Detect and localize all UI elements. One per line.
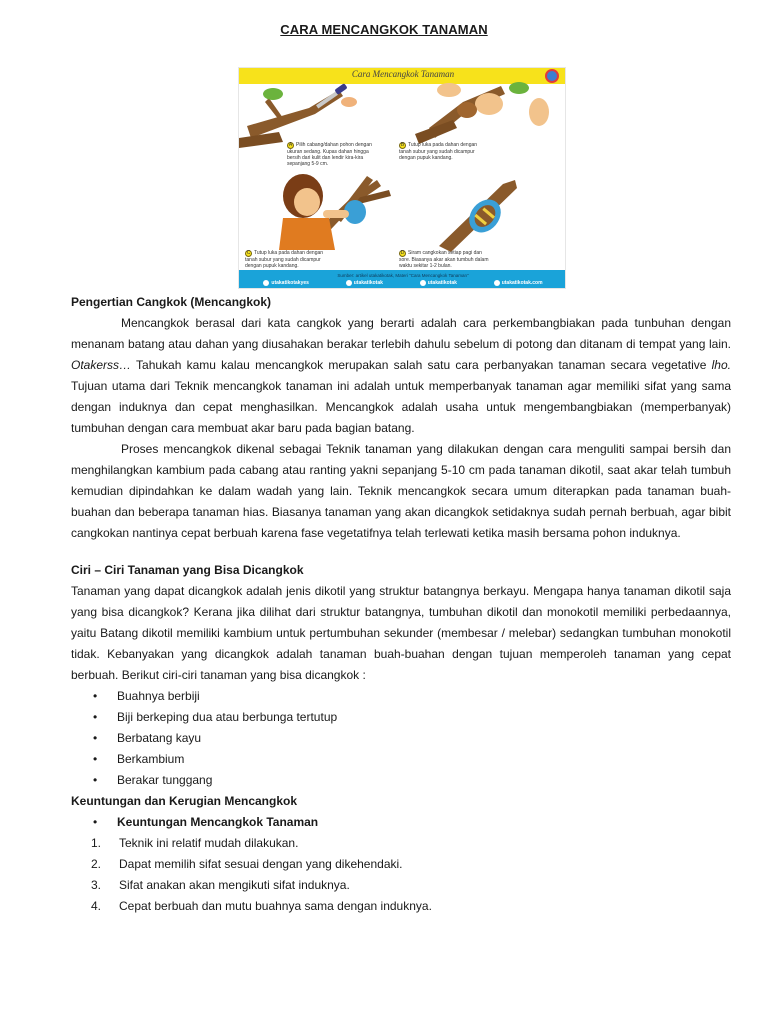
step-a-text: Pilih cabang/dahan pohon dengan ukuran sedang. Kupas dahan hingga bersih dari kulit dan lendir kira-kira sepanjang 5-9 cm. [287,142,372,167]
list-item [91,896,731,917]
infographic-source: Sumber: artikel utakatikotak, Materi "Cara Mencangkok Tanaman" [337,273,469,278]
list-item: • Berkambium [93,749,731,770]
panel-a-illustration [239,83,357,148]
document-body [71,292,731,917]
section-heading-keuntungan-kerugian: Keuntungan dan Kerugian Mencangkok [71,794,298,808]
infographic-title: Cara Mencangkok Tanaman [351,69,455,79]
list-item: • Berbatang kayu [93,728,731,749]
panel-d-illustration [439,180,517,252]
list-text: Teknik ini relatif mudah dilakukan. [119,836,299,850]
social-twitter-handle: utakatikotak [427,280,457,286]
list-item: • Buahnya berbiji [93,686,731,707]
infographic-image [238,67,566,289]
list-item: • Biji berkeping dua atau berbunga tertutup [93,707,731,728]
ciri-list [93,686,731,791]
step-b-text: Tutup luka pada dahan dengan tanah subur yang sudah dicampur dengan pupuk kandang. [399,142,478,161]
list-text: Cepat berbuah dan mutu buahnya sama dengan induknya. [119,899,432,913]
social-handles [245,280,561,286]
section-heading-ciri: Ciri – Ciri Tanaman yang Bisa Dicangkok [71,563,304,577]
sub-heading-keuntungan: • Keuntungan Mencangkok Tanaman [93,812,731,833]
step-a-caption [287,142,373,167]
step-d-text: Siram cangkokan setiap pagi dan sore. Biasanya akar akan tumbuh dalam waktu sekitar 1-2 bulan. [399,250,489,269]
list-number: 2. [91,857,102,871]
section-heading-pengertian: Pengertian Cangkok (Mencangkok) [71,295,272,309]
list-number: 1. [91,836,102,850]
social-instagram [346,280,383,286]
social-twitter [420,280,457,286]
paragraph-pengertian-1-part-c: Tujuan utama dari Teknik mencangkok tanaman ini adalah untuk memperbanyak tanaman agar memiliki sifat yang sama dengan induknya dan cepat menghasilkan. Mencangkok adalah usaha untuk mengembangbiakan (memperbanyak) tumbuhan dengan cara membuat akar baru pada bagian batang. [71,379,731,435]
list-text: Dapat memilih sifat sesuai dengan yang dikehendaki. [119,857,403,871]
step-a-marker: A [288,142,293,148]
social-web-handle: utakatikotak.com [501,280,543,286]
step-b-marker: B [400,142,405,148]
list-item: • Berakar tunggang [93,770,731,791]
paragraph-pengertian-1-italic-2: lho. [711,358,731,372]
list-item [91,833,731,854]
panel-c-illustration [279,174,391,250]
paragraph-ciri-1: Tanaman yang dapat dicangkok adalah jenis dikotil yang struktur batangnya berkayu. Mengapa hanya tanaman dikotil saja yang bisa dicangkok? Kerana jika dilihat dari struktur batangnya, tumbuhan dikotil dan monokotil memiliki perbedaannya, yaitu Batang dikotil memiliki kambium untuk pertumbuhan sekunder (membesar / melebar) sedangkan tumbuhan monokotil tidak. Kebanyakan yang dicangkok adalah tanaman buah-buahan dengan tujuan memperoleh tanaman yang cepat berbuah. Berikut ciri-ciri tanaman yang bisa dicangkok : [71,584,731,682]
social-facebook-handle: utakatikotakyes [271,280,309,286]
keuntungan-sub-list [93,812,731,833]
section-spacer [71,544,731,560]
globe-icon [494,280,500,286]
keuntungan-list [91,833,731,917]
social-instagram-handle: utakatikotak [353,280,383,286]
paragraph-pengertian-2: Proses mencangkok dikenal sebagai Teknik tanaman yang dilakukan dengan cara menguliti sampai bersih dan menghilangkan kambium pada cabang atau ranting yakni sepanjang 5-10 cm pada tanaman dikotil, saat akar telah tumbuh kemudian dipindahkan ke dalam wadah yang lain. Teknik mencangkok secara umum diterapkan pada tanaman buah-buahan dan beberapa tanaman hias. Biasanya tanaman yang akan dicangkok setidaknya sudah pernah berbuah, agar bibit cangkokan nantinya cepat berbuah karena fase vegetatifnya telah terlewati ketika masih bersama pohon induknya. [71,442,731,540]
panel-b-illustration [415,82,549,144]
paragraph-pengertian-1-part-a: Mencangkok berasal dari kata cangkok yang berarti adalah cara perkembangbiakan pada tunbuhan dengan menanam batang atau dahan yang diusahakan berakar terlebih dahulu sebelum di potong dan ditanam di tempat yang lain. [71,316,731,351]
step-b-caption [399,142,485,161]
document-title: CARA MENCANGKOK TANAMAN [280,22,488,37]
list-item [91,875,731,896]
list-item [91,854,731,875]
twitter-icon [420,280,426,286]
step-c-marker: C [246,250,251,256]
list-number: 3. [91,878,102,892]
list-number: 4. [91,899,102,913]
social-web [494,280,543,286]
step-d-marker: D [400,250,405,256]
social-facebook [263,280,309,286]
facebook-icon [263,280,269,286]
step-c-caption [245,250,335,269]
instagram-icon [346,280,352,286]
step-c-text: Tutup luka pada dahan dengan tanah subur yang sudah dicampur dengan pupuk kandang. [245,250,324,269]
paragraph-pengertian-1 [71,313,731,439]
paragraph-pengertian-1-part-b: Tahukah kamu kalau mencangkok merupakan salah satu cara perbanyakan tanaman secara vegetative [131,358,712,372]
paragraph-pengertian-1-italic-1: Otakerss… [71,358,132,372]
list-text: Sifat anakan akan mengikuti sifat induknya. [119,878,350,892]
step-d-caption [399,250,489,269]
